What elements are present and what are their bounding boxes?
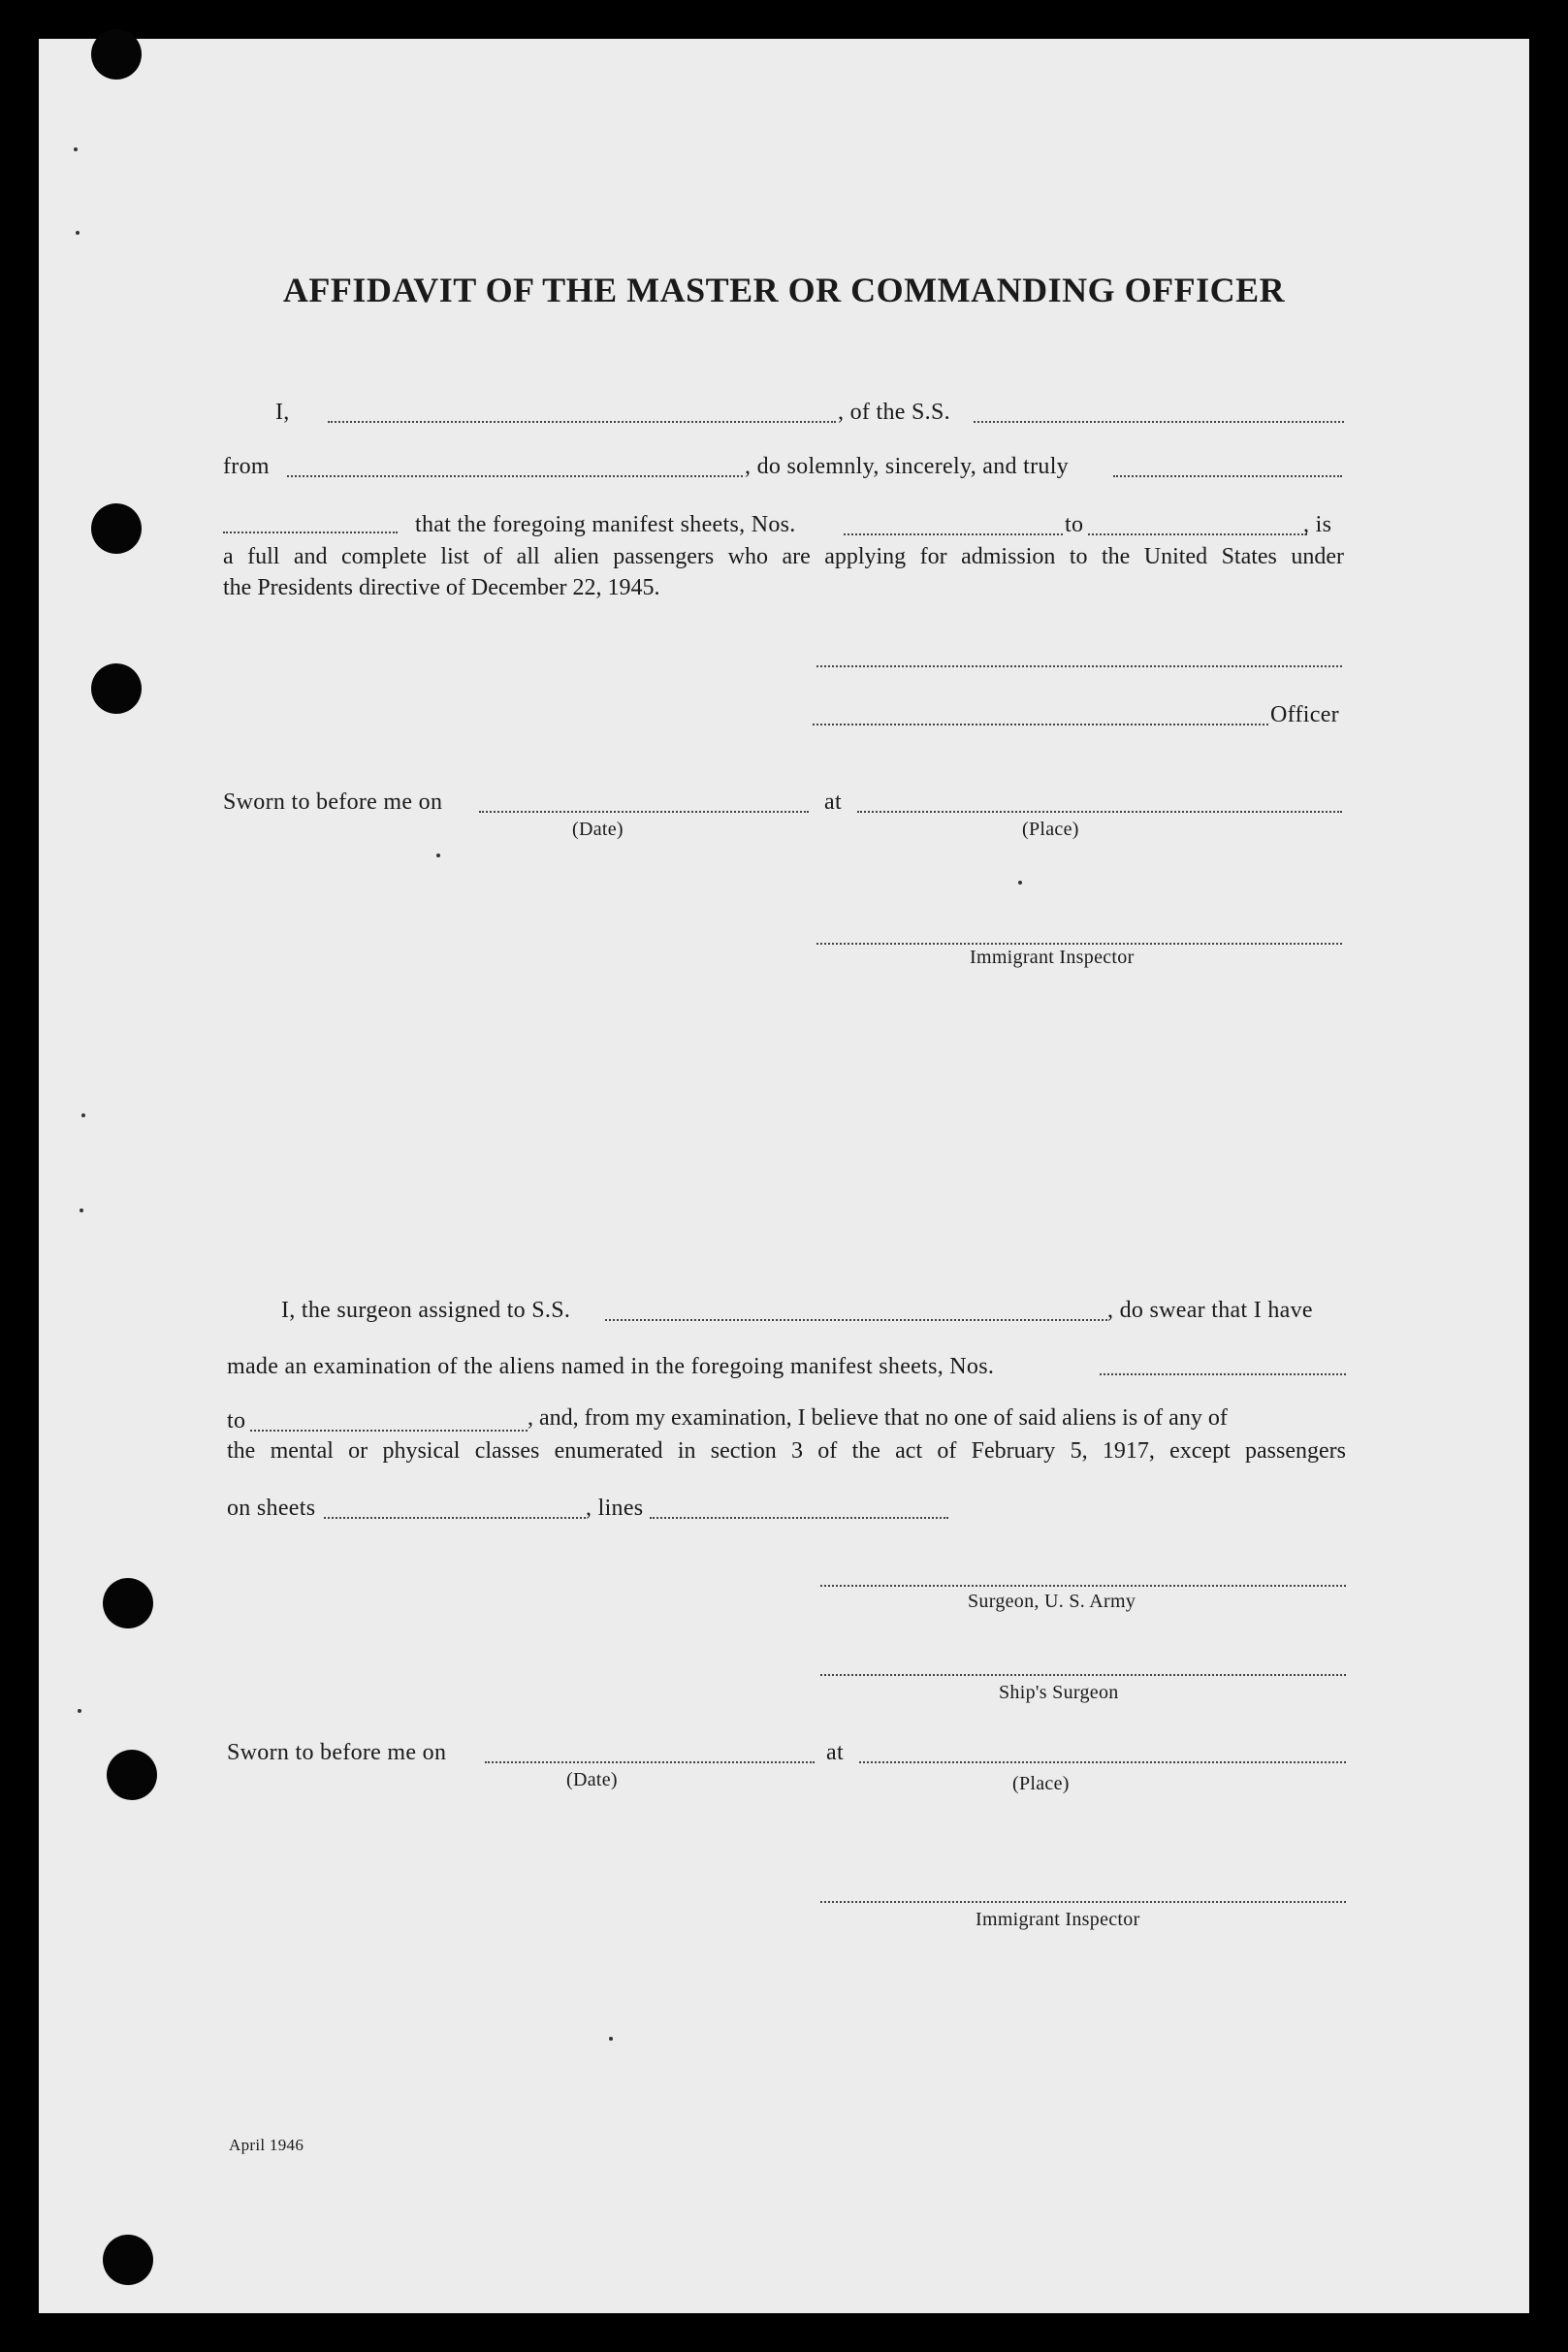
officer-label: Officer [1270,702,1339,727]
surgeon-sworn-label: Sworn to before me on [227,1740,447,1765]
surgeon-place-caption: (Place) [1012,1773,1070,1794]
surgeon-date-caption: (Date) [566,1769,618,1790]
oath-word-field-2[interactable] [223,532,398,533]
except-lines-field[interactable] [650,1517,948,1519]
inspector-signature-field[interactable] [816,943,1342,945]
surgeon-intro: I, the surgeon assigned to S.S. [281,1298,571,1323]
ship-name-field[interactable] [974,421,1344,423]
exam-sheets-from-field[interactable] [1100,1373,1346,1375]
punch-hole [107,1750,157,1800]
punch-hole [91,29,142,80]
sworn-date-field[interactable] [479,811,809,813]
classes-text: the mental or physical classes enumerated in section 3 of the act of February 5, 1917, except passengers [227,1438,1346,1464]
ship-surgeon-caption: Ship's Surgeon [999,1682,1119,1703]
army-surgeon-signature-field[interactable] [820,1585,1346,1587]
form-edition-date: April 1946 [229,2136,304,2154]
punch-hole [91,663,142,714]
punch-hole [103,2235,153,2285]
oath-word-field[interactable] [1113,475,1342,477]
surgeon-sworn-place-field[interactable] [859,1761,1346,1763]
belief-text: , and, from my examination, I believe that no one of said aliens is of any of [528,1405,1228,1431]
that-manifest-label: that the foregoing manifest sheets, Nos. [415,512,796,537]
from-port-field[interactable] [287,475,743,477]
examination-label: made an examination of the aliens named in the foregoing manifest sheets, Nos. [227,1354,995,1379]
scan-speck [76,231,80,235]
to-label: to [1065,512,1084,537]
is-label: , is [1303,512,1332,537]
surgeon-ship-field[interactable] [605,1319,1107,1321]
on-sheets-label: on sheets [227,1496,316,1521]
surgeon-inspector-signature-field[interactable] [820,1901,1346,1903]
swear-label: , do swear that I have [1107,1298,1313,1323]
of-ss-label: , of the S.S. [838,400,950,425]
scan-speck [78,1709,81,1713]
statement-line-1: a full and complete list of all alien passengers who are applying for admission to the United States under [223,544,1344,569]
sworn-place-field[interactable] [857,811,1342,813]
master-name-field[interactable] [328,421,836,423]
date-caption: (Date) [572,819,624,840]
lines-label: , lines [586,1496,644,1521]
inspector-caption: Immigrant Inspector [970,947,1135,968]
punch-hole [103,1578,153,1628]
scan-speck [609,2037,613,2041]
surgeon-sworn-date-field[interactable] [485,1761,815,1763]
scan-speck [436,854,440,857]
exam-sheets-to-field[interactable] [250,1430,528,1432]
surgeon-to-label: to [227,1408,246,1434]
statement-line-2: the Presidents directive of December 22, 1945. [223,575,660,600]
officer-title-field[interactable] [813,724,1268,725]
ship-surgeon-signature-field[interactable] [820,1674,1346,1676]
officer-signature-field[interactable] [816,665,1342,667]
form-title: AFFIDAVIT OF THE MASTER OR COMMANDING OFFICER [282,271,1286,309]
place-caption: (Place) [1022,819,1079,840]
solemnly-label: , do solemnly, sincerely, and truly [745,454,1069,479]
scan-speck [81,1113,85,1117]
punch-hole [91,503,142,554]
surgeon-inspector-caption: Immigrant Inspector [976,1909,1140,1930]
sworn-label: Sworn to before me on [223,789,443,815]
except-sheets-field[interactable] [324,1517,586,1519]
form-sheet [39,39,1529,2313]
army-surgeon-caption: Surgeon, U. S. Army [968,1591,1136,1612]
scan-speck [1018,881,1022,885]
sheet-from-field[interactable] [844,533,1063,535]
scan-speck [74,147,78,151]
at-label: at [824,789,842,815]
scan-speck [80,1208,83,1212]
surgeon-at-label: at [826,1740,844,1765]
from-label: from [223,454,270,479]
sheet-to-field[interactable] [1088,533,1307,535]
i-label: I, [275,400,290,425]
